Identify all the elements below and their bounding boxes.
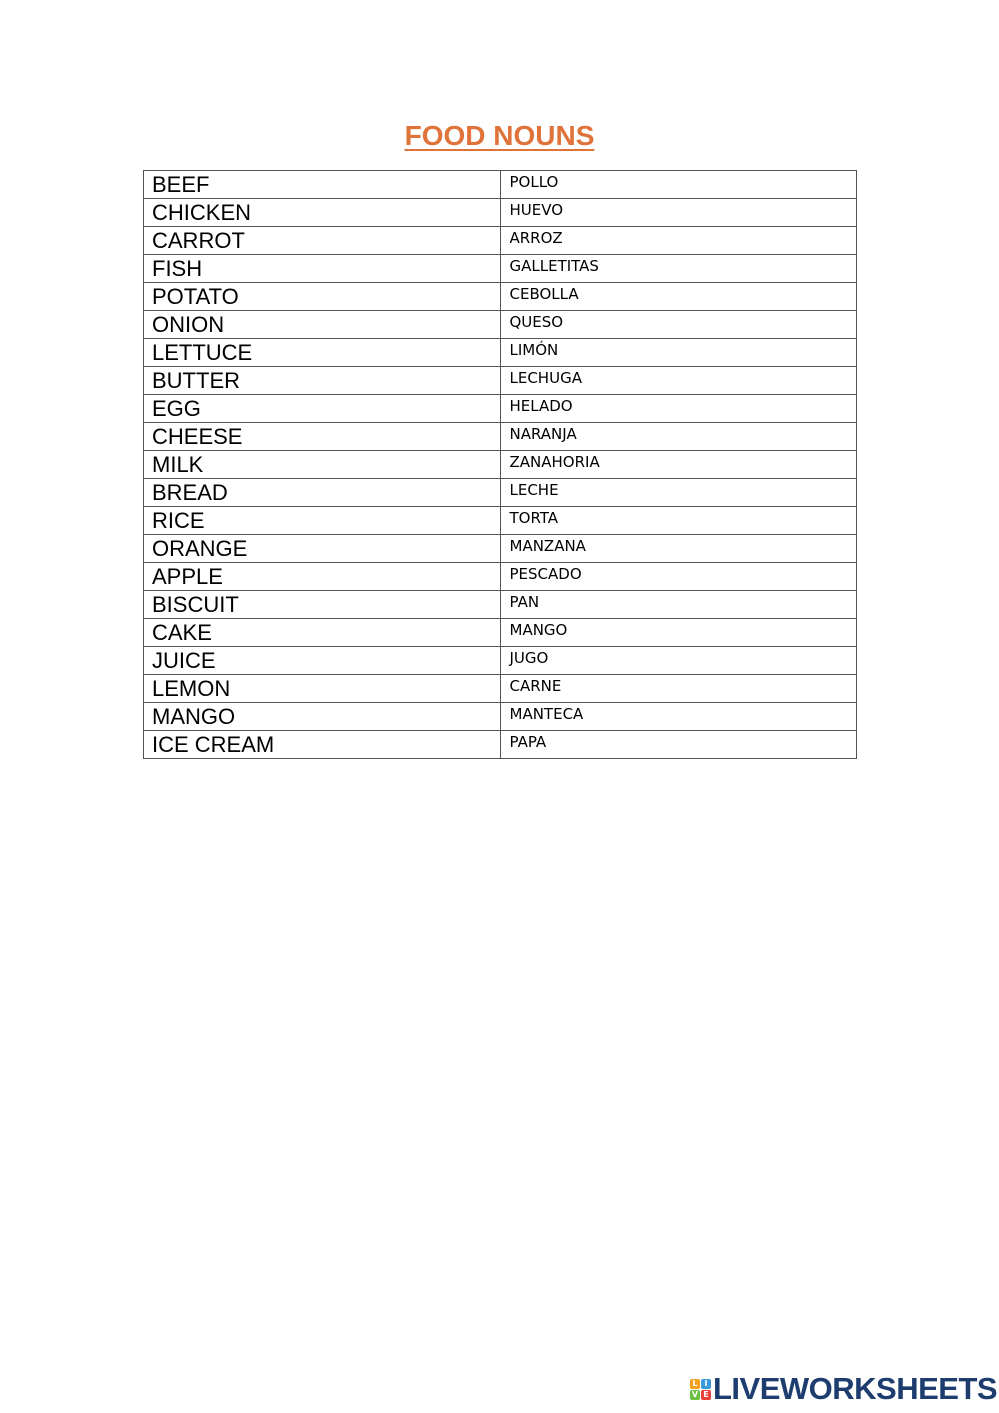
english-word-cell xyxy=(144,731,501,759)
table-row xyxy=(144,171,857,199)
spanish-word-cell xyxy=(500,535,857,563)
table-row xyxy=(144,591,857,619)
english-word: BUTTER xyxy=(152,368,240,393)
english-word-cell xyxy=(144,423,501,451)
english-word-cell xyxy=(144,591,501,619)
table-row xyxy=(144,339,857,367)
english-word: FISH xyxy=(152,256,203,281)
logo-tile-l: L xyxy=(690,1379,700,1389)
spanish-word-cell xyxy=(500,367,857,395)
english-word: BREAD xyxy=(152,480,228,505)
english-word-cell xyxy=(144,339,501,367)
english-word: MILK xyxy=(152,452,204,477)
spanish-word: GALLETITAS xyxy=(509,257,599,275)
spanish-word: LIMÓN xyxy=(509,341,559,359)
english-word-cell xyxy=(144,311,501,339)
english-word: CAKE xyxy=(152,620,212,645)
table-row xyxy=(144,227,857,255)
spanish-word-cell xyxy=(500,451,857,479)
spanish-word-cell xyxy=(500,675,857,703)
english-word: LEMON xyxy=(152,676,231,701)
spanish-word-cell xyxy=(500,479,857,507)
vocabulary-table-body xyxy=(144,171,857,759)
table-row xyxy=(144,647,857,675)
english-word: ONION xyxy=(152,312,225,337)
spanish-word: MANTECA xyxy=(509,705,584,723)
english-word: CHEESE xyxy=(152,424,243,449)
english-word-cell xyxy=(144,367,501,395)
english-word: CHICKEN xyxy=(152,200,252,225)
spanish-word-cell xyxy=(500,395,857,423)
english-word-cell xyxy=(144,647,501,675)
spanish-word-cell xyxy=(500,227,857,255)
spanish-word-cell xyxy=(500,507,857,535)
table-row xyxy=(144,535,857,563)
page-title: FOOD NOUNS xyxy=(404,120,595,151)
spanish-word: NARANJA xyxy=(509,425,577,443)
spanish-word-cell xyxy=(500,591,857,619)
table-row xyxy=(144,255,857,283)
spanish-word-cell xyxy=(500,619,857,647)
table-row xyxy=(144,423,857,451)
english-word: MANGO xyxy=(152,704,236,729)
spanish-word: MANGO xyxy=(509,621,568,639)
spanish-word: ARROZ xyxy=(509,229,563,247)
spanish-word: MANZANA xyxy=(509,537,586,555)
spanish-word-cell xyxy=(500,647,857,675)
logo-tile-i: I xyxy=(701,1379,711,1389)
english-word-cell xyxy=(144,675,501,703)
english-word-cell xyxy=(144,563,501,591)
spanish-word: POLLO xyxy=(509,173,559,191)
table-row xyxy=(144,451,857,479)
english-word-cell xyxy=(144,199,501,227)
logo-tile-e: E xyxy=(701,1390,711,1400)
spanish-word: CEBOLLA xyxy=(509,285,579,303)
spanish-word: LECHUGA xyxy=(509,369,582,387)
spanish-word: TORTA xyxy=(509,509,559,527)
english-word: POTATO xyxy=(152,284,239,309)
spanish-word: ZANAHORIA xyxy=(509,453,600,471)
english-word: BISCUIT xyxy=(152,592,239,617)
table-row xyxy=(144,731,857,759)
english-word-cell xyxy=(144,703,501,731)
liveworksheets-logo xyxy=(690,1372,997,1406)
spanish-word: CARNE xyxy=(509,677,562,695)
english-word: JUICE xyxy=(152,648,216,673)
english-word-cell xyxy=(144,255,501,283)
spanish-word-cell xyxy=(500,339,857,367)
logo-tile-v: V xyxy=(691,1389,699,1399)
table-row xyxy=(144,479,857,507)
english-word-cell xyxy=(144,395,501,423)
spanish-word-cell xyxy=(500,171,857,199)
table-row xyxy=(144,311,857,339)
brand-name: LIVEWORKSHEETS xyxy=(713,1371,998,1406)
spanish-word: PAPA xyxy=(509,733,547,751)
english-word: CARROT xyxy=(152,228,245,253)
spanish-word-cell xyxy=(500,563,857,591)
spanish-word-cell xyxy=(500,423,857,451)
table-row xyxy=(144,675,857,703)
spanish-word: HELADO xyxy=(509,397,573,415)
english-word-cell xyxy=(144,619,501,647)
english-word: EGG xyxy=(152,396,201,421)
english-word-cell xyxy=(144,507,501,535)
vocabulary-table xyxy=(143,170,857,759)
table-row xyxy=(144,703,857,731)
spanish-word: HUEVO xyxy=(509,201,564,219)
english-word-cell xyxy=(144,451,501,479)
table-row xyxy=(144,367,857,395)
spanish-word-cell xyxy=(500,283,857,311)
table-row xyxy=(144,395,857,423)
english-word: BEEF xyxy=(152,172,210,197)
table-row xyxy=(144,199,857,227)
english-word-cell xyxy=(144,479,501,507)
english-word: ICE CREAM xyxy=(152,732,275,757)
spanish-word: QUESO xyxy=(509,313,564,331)
spanish-word: JUGO xyxy=(509,649,549,667)
spanish-word-cell xyxy=(500,703,857,731)
english-word: RICE xyxy=(152,508,205,533)
spanish-word-cell xyxy=(500,255,857,283)
spanish-word-cell xyxy=(500,199,857,227)
spanish-word: PAN xyxy=(509,593,540,611)
spanish-word-cell xyxy=(500,731,857,759)
table-row xyxy=(144,563,857,591)
english-word: APPLE xyxy=(152,564,223,589)
table-row xyxy=(144,283,857,311)
english-word-cell xyxy=(144,171,501,199)
table-row xyxy=(144,507,857,535)
english-word-cell xyxy=(144,227,501,255)
english-word: LETTUCE xyxy=(152,340,253,365)
liveworksheets-mark-icon xyxy=(690,1379,711,1400)
table-row xyxy=(144,619,857,647)
spanish-word: LECHE xyxy=(509,481,559,499)
spanish-word-cell xyxy=(500,311,857,339)
spanish-word: PESCADO xyxy=(509,565,582,583)
english-word-cell xyxy=(144,283,501,311)
english-word-cell xyxy=(144,535,501,563)
english-word: ORANGE xyxy=(152,536,248,561)
